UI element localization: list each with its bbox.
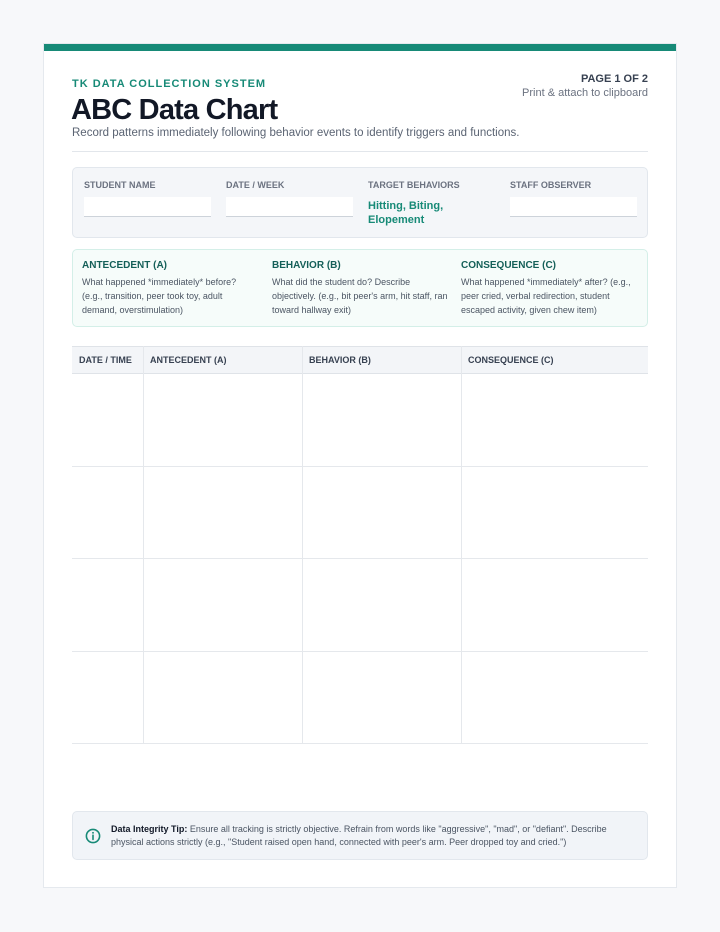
student-info-panel bbox=[72, 167, 648, 238]
target-behaviors-group bbox=[368, 168, 496, 237]
student-name-group bbox=[84, 168, 212, 237]
page-number: PAGE 1 OF 2 bbox=[580, 73, 648, 85]
abc-definitions-panel bbox=[72, 249, 648, 327]
table-header bbox=[72, 346, 648, 374]
brand-label: TK DATA COLLECTION SYSTEM bbox=[72, 78, 267, 90]
page-subtitle: Record patterns immediately following behavior events to identify triggers and functions. bbox=[72, 127, 520, 139]
cell-date-time[interactable] bbox=[72, 467, 143, 560]
target-behaviors-label: TARGET BEHAVIORS bbox=[368, 180, 460, 190]
print-note: Print & attach to clipboard bbox=[522, 87, 648, 99]
tip-body: Ensure all tracking is strictly objective. Refrain from words like "aggressive", "mad", or "defiant". Describe physical actions strictly (e.g., "Student raised open hand, connected with peer's arm. Peer dropped toy and cried.") bbox=[111, 824, 607, 847]
cell-consequence[interactable] bbox=[461, 467, 648, 560]
page-title: ABC Data Chart bbox=[71, 94, 278, 126]
cell-antecedent[interactable] bbox=[143, 559, 302, 652]
cell-date-time[interactable] bbox=[72, 652, 143, 745]
antecedent-definition bbox=[82, 250, 258, 326]
accent-bar bbox=[44, 44, 676, 51]
cell-date-time[interactable] bbox=[72, 374, 143, 467]
cell-behavior[interactable] bbox=[302, 467, 461, 560]
table-row bbox=[72, 559, 648, 652]
consequence-description: What happened *immediately* after? (e.g., peer cried, verbal redirection, student escaped activity, given chew item) bbox=[461, 277, 631, 315]
target-behaviors-value: Hitting, Biting, Elopement bbox=[368, 200, 444, 226]
staff-observer-field[interactable] bbox=[510, 197, 637, 217]
info-icon bbox=[85, 828, 101, 844]
cell-consequence[interactable] bbox=[461, 652, 648, 745]
cell-antecedent[interactable] bbox=[143, 467, 302, 560]
data-integrity-tip bbox=[72, 811, 648, 860]
consequence-heading: CONSEQUENCE (C) bbox=[461, 260, 557, 271]
column-header-behavior: BEHAVIOR (B) bbox=[309, 355, 371, 365]
date-week-label: DATE / WEEK bbox=[226, 180, 285, 190]
antecedent-description: What happened *immediately* before? (e.g., transition, peer took toy, adult demand, overstimulation) bbox=[82, 277, 237, 315]
tip-label: Data Integrity Tip: bbox=[111, 824, 188, 834]
antecedent-heading: ANTECEDENT (A) bbox=[82, 260, 167, 271]
behavior-description: What did the student do? Describe objectively. (e.g., bit peer's arm, hit staff, ran toward hallway exit) bbox=[272, 277, 448, 315]
table-row bbox=[72, 652, 648, 745]
column-header-antecedent: ANTECEDENT (A) bbox=[150, 355, 227, 365]
table-row bbox=[72, 467, 648, 560]
column-divider bbox=[302, 346, 303, 744]
column-header-date-time: DATE / TIME bbox=[79, 355, 132, 365]
cell-date-time[interactable] bbox=[72, 559, 143, 652]
cell-behavior[interactable] bbox=[302, 559, 461, 652]
column-header-consequence: CONSEQUENCE (C) bbox=[468, 355, 554, 365]
cell-consequence[interactable] bbox=[461, 559, 648, 652]
student-name-label: STUDENT NAME bbox=[84, 180, 156, 190]
cell-consequence[interactable] bbox=[461, 374, 648, 467]
staff-observer-label: STAFF OBSERVER bbox=[510, 180, 592, 190]
cell-behavior[interactable] bbox=[302, 652, 461, 745]
behavior-heading: BEHAVIOR (B) bbox=[272, 260, 341, 271]
staff-observer-group bbox=[510, 168, 638, 237]
behavior-definition bbox=[272, 250, 448, 326]
date-week-field[interactable] bbox=[226, 197, 353, 217]
student-name-field[interactable] bbox=[84, 197, 211, 217]
abc-data-sheet bbox=[43, 43, 677, 888]
column-divider bbox=[143, 346, 144, 744]
tip-text bbox=[111, 823, 637, 849]
cell-behavior[interactable] bbox=[302, 374, 461, 467]
row-divider bbox=[72, 743, 648, 744]
date-week-group bbox=[226, 168, 354, 237]
column-divider bbox=[461, 346, 462, 744]
header-divider bbox=[72, 151, 648, 152]
cell-antecedent[interactable] bbox=[143, 652, 302, 745]
table-row bbox=[72, 374, 648, 467]
consequence-definition bbox=[461, 250, 637, 326]
cell-antecedent[interactable] bbox=[143, 374, 302, 467]
